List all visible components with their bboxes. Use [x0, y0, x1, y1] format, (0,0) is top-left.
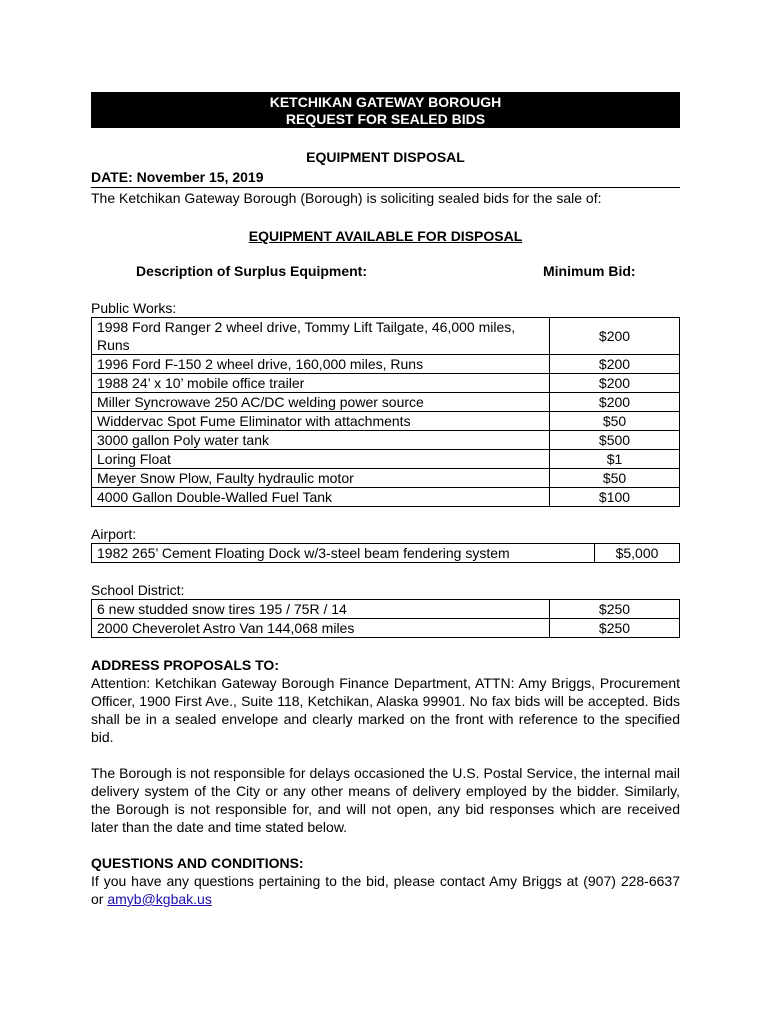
item-bid: $100 — [550, 488, 680, 507]
item-description: Meyer Snow Plow, Faulty hydraulic motor — [92, 469, 550, 488]
table-row — [92, 374, 680, 393]
questions-section — [91, 854, 680, 908]
item-bid: $200 — [550, 393, 680, 412]
questions-body — [91, 872, 680, 908]
item-bid: $200 — [550, 318, 680, 355]
item-description: 1982 265’ Cement Floating Dock w/3-steel beam fendering system — [92, 544, 595, 563]
airport-group — [91, 525, 680, 563]
address-section — [91, 656, 680, 746]
item-description: 6 new studded snow tires 195 / 75R / 14 — [92, 600, 550, 619]
item-bid: $5,000 — [595, 544, 680, 563]
table-row — [92, 544, 680, 563]
table-row — [92, 450, 680, 469]
table-row — [92, 600, 680, 619]
table-row — [92, 355, 680, 374]
table-row — [92, 488, 680, 507]
item-description: 4000 Gallon Double-Walled Fuel Tank — [92, 488, 550, 507]
school-district-table — [91, 599, 680, 638]
description-column-heading: Description of Surplus Equipment: — [136, 263, 368, 279]
item-description: 1998 Ford Ranger 2 wheel drive, Tommy Lift Tailgate, 46,000 miles, Runs — [92, 318, 550, 355]
item-bid: $250 — [550, 619, 680, 638]
group-label: Public Works: — [91, 300, 177, 316]
public-works-table — [91, 317, 680, 507]
table-row — [92, 412, 680, 431]
table-row — [92, 619, 680, 638]
address-body: Attention: Ketchikan Gateway Borough Finance Department, ATTN: Amy Briggs, Procurement Officer, 1900 First Ave., Suite 118, Ketchikan, Alaska 99901. No fax bids will be accepted. Bids shall be in a sealed envelope and clearly marked on the front with reference to the specified bid. — [91, 675, 680, 745]
item-bid: $250 — [550, 600, 680, 619]
date-line: DATE: November 15, 2019 — [91, 168, 680, 188]
section-heading: EQUIPMENT AVAILABLE FOR DISPOSAL — [248, 228, 523, 244]
column-headings — [91, 263, 680, 281]
document-subtitle: EQUIPMENT DISPOSAL — [306, 149, 465, 165]
email-link[interactable]: amyb@kgbak.us — [107, 891, 212, 907]
table-row — [92, 318, 680, 355]
airport-table — [91, 543, 680, 563]
address-title: ADDRESS PROPOSALS TO: — [91, 657, 279, 673]
minimum-bid-column-heading: Minimum Bid: — [543, 263, 636, 279]
questions-text: If you have any questions pertaining to the bid, please contact Amy Briggs at (907) 228-6637 or — [91, 873, 680, 907]
public-works-group — [91, 299, 680, 507]
item-bid: $500 — [550, 431, 680, 450]
header-title: KETCHIKAN GATEWAY BOROUGH — [269, 94, 502, 110]
item-description: 3000 gallon Poly water tank — [92, 431, 550, 450]
item-bid: $50 — [550, 469, 680, 488]
document-page — [91, 92, 680, 908]
item-description: Loring Float — [92, 450, 550, 469]
item-bid: $50 — [550, 412, 680, 431]
header-subtitle: REQUEST FOR SEALED BIDS — [285, 111, 486, 127]
intro-text: The Ketchikan Gateway Borough (Borough) is soliciting sealed bids for the sale of: — [91, 190, 602, 206]
disclaimer-text: The Borough is not responsible for delays occasioned the U.S. Postal Service, the internal mail delivery system of the City or any other means of delivery employed by the bidder. Similarly, the Borough is not responsible for, and will not open, any bid responses which are received later than the date and time stated below. — [91, 765, 680, 835]
item-description: Miller Syncrowave 250 AC/DC welding power source — [92, 393, 550, 412]
table-row — [92, 393, 680, 412]
header-banner — [91, 92, 680, 128]
group-label: School District: — [91, 582, 185, 598]
item-description: 2000 Cheverolet Astro Van 144,068 miles — [92, 619, 550, 638]
school-district-group — [91, 581, 680, 638]
item-bid: $200 — [550, 355, 680, 374]
item-bid: $1 — [550, 450, 680, 469]
group-label: Airport: — [91, 526, 137, 542]
questions-title: QUESTIONS AND CONDITIONS: — [91, 855, 304, 871]
item-bid: $200 — [550, 374, 680, 393]
item-description: 1996 Ford F-150 2 wheel drive, 160,000 miles, Runs — [92, 355, 550, 374]
table-row — [92, 469, 680, 488]
table-row — [92, 431, 680, 450]
item-description: Widdervac Spot Fume Eliminator with attachments — [92, 412, 550, 431]
item-description: 1988 24’ x 10’ mobile office trailer — [92, 374, 550, 393]
